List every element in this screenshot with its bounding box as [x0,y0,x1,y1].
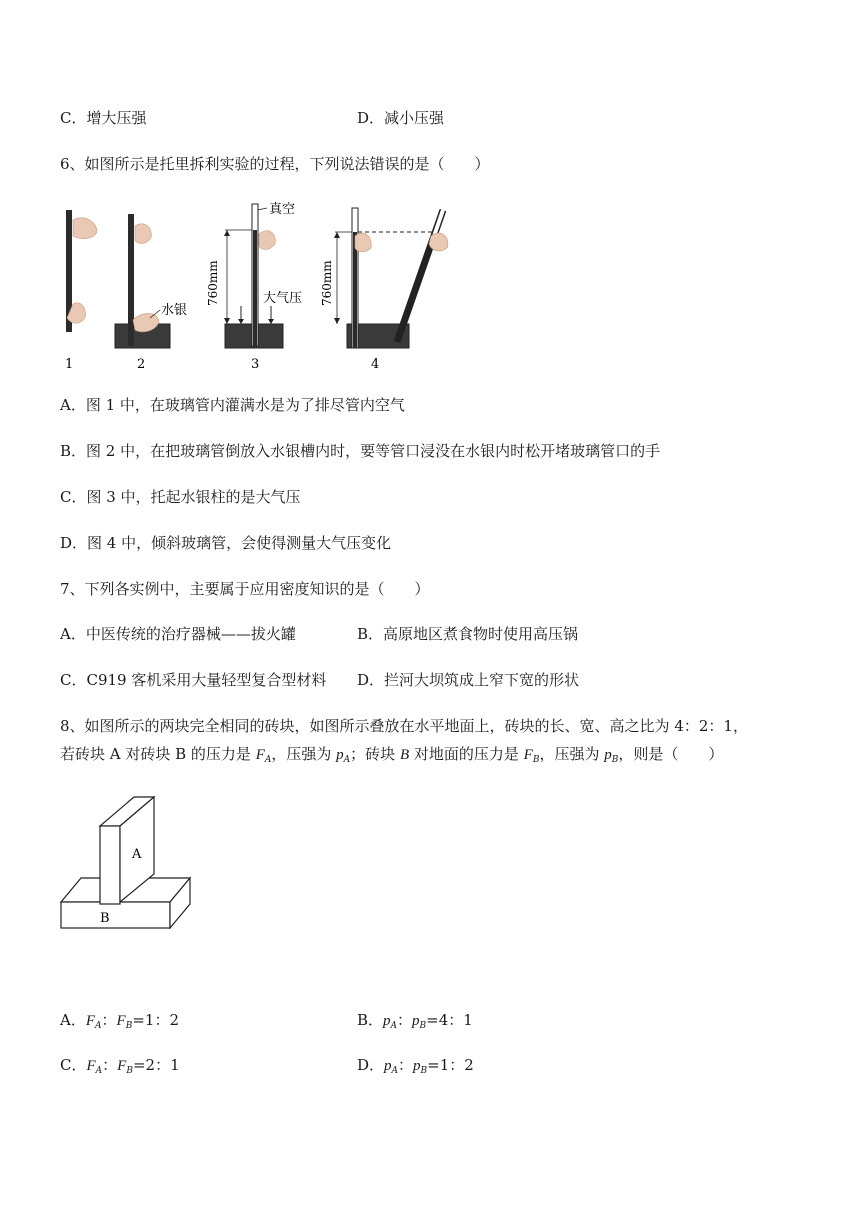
brick-figure [58,794,194,936]
vacuum-label: 真空 [269,202,296,217]
mercury-label: 水银 [161,303,188,318]
q6-option-b: B．图 2 中，在把玻璃管倒放入水银槽内时，要等管口浸没在水银内时松开堵玻璃管口的手 [60,442,661,460]
q7-option-a: A．中医传统的治疗器械——拔火罐 [60,625,296,643]
brick-a-label: A [132,847,142,862]
q8-option-d: D．$p_A$：$p_B=1$：2 [357,1056,474,1076]
torricelli-step-3 [206,201,302,372]
q7-option-d: D．拦河大坝筑成上窄下宽的形状 [357,671,580,689]
height-label-3: 760mm [206,260,220,306]
torricelli-step-2 [115,214,187,372]
q6-option-a: A．图 1 中，在玻璃管内灌满水是为了排尽管内空气 [60,396,405,414]
height-label-4: 760mm [320,260,334,306]
q8-option-b: B．$p_A$：$p_B=4$：1 [357,1011,473,1031]
figure-label-1: 1 [65,357,74,372]
q8-stem-line-2: 若砖块 A 对砖块 B 的压力是 $F_A$，压强为 $p_A$；砖块 B 对地面的压力是 $F_B$，压强为 $p_B$，则是（ ） [60,745,724,765]
q7-stem: 7、下列各实例中，主要属于应用密度知识的是（ ） [60,580,430,598]
q7-option-c: C．C919 客机采用大量轻型复合型材料 [60,671,327,689]
q5-option-d: D．减小压强 [357,109,445,127]
brick-b-label: B [100,911,110,926]
q8-option-a: A．$F_A$：$F_B=1$：2 [60,1011,179,1031]
q6-option-d: D．图 4 中，倾斜玻璃管，会使得测量大气压变化 [60,534,392,552]
torricelli-step-1 [65,210,97,372]
q5-option-c: C．增大压强 [60,109,147,127]
q6-option-c: C．图 3 中，托起水银柱的是大气压 [60,488,301,506]
figure-label-3: 3 [251,357,260,372]
figure-label-2: 2 [137,357,146,372]
torricelli-figure [55,196,475,378]
q8-option-c: C．$F_A$：$F_B=2$：1 [60,1056,180,1076]
figure-label-4: 4 [371,357,380,372]
q7-option-b: B．高原地区煮食物时使用高压锅 [357,625,579,643]
atmosphere-label: 大气压 [263,291,303,306]
torricelli-step-4 [320,208,448,372]
q8-stem-line-1: 8、如图所示的两块完全相同的砖块，如图所示叠放在水平地面上，砖块的长、宽、高之比为 4：2：1， [60,717,748,735]
q6-stem: 6、如图所示是托里拆利实验的过程，下列说法错误的是（ ） [60,155,490,173]
